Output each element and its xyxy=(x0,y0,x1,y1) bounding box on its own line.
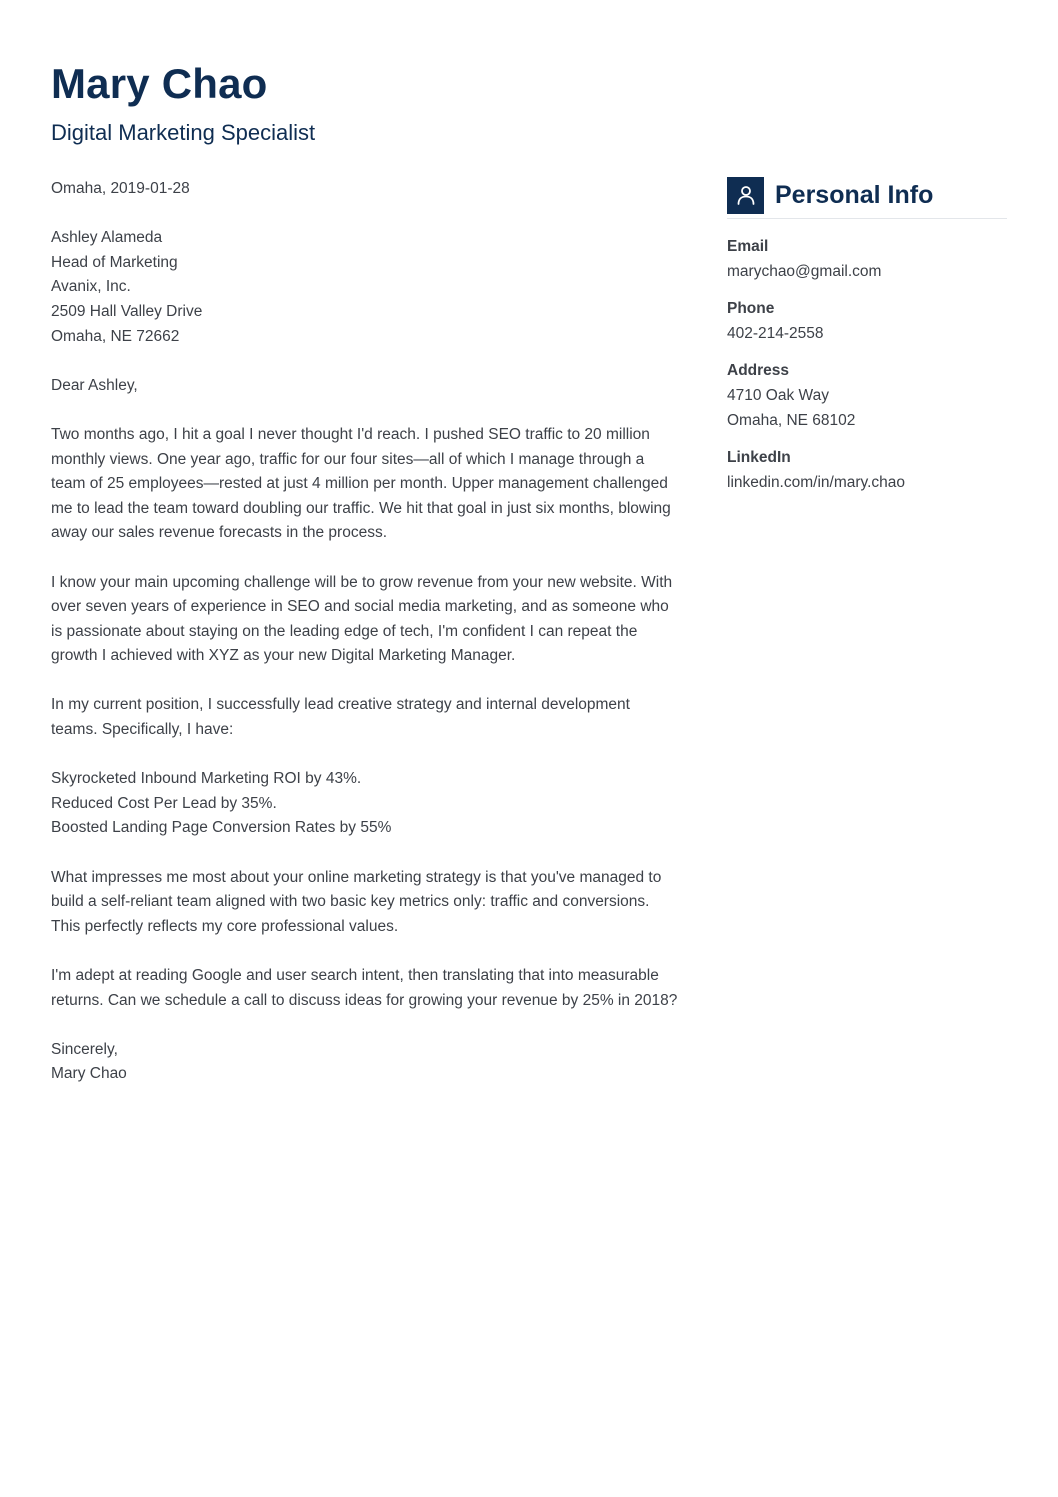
phone-value: 402-214-2558 xyxy=(727,324,824,342)
person-icon xyxy=(727,177,764,214)
achievement-item: Skyrocketed Inbound Marketing ROI by 43%. xyxy=(51,770,362,788)
paragraph-1 xyxy=(51,423,711,546)
phone-block xyxy=(727,297,1007,346)
paragraph-line: is passionate about staying on the leading edge of tech, I'm confident I can repeat the xyxy=(51,622,638,640)
paragraph-4 xyxy=(51,866,711,940)
letter-body xyxy=(51,177,711,1112)
paragraph-line: build a self-reliant team aligned with two basic key metrics only: traffic and conversions. xyxy=(51,893,650,911)
date-line-text: Omaha, 2019-01-28 xyxy=(51,180,190,197)
sender-job-title: Digital Marketing Specialist xyxy=(51,120,316,145)
paragraph-line: team of 25 employees—rested at just 4 million per month. Upper management challenged xyxy=(51,475,668,493)
paragraph-5 xyxy=(51,964,711,1013)
linkedin-block xyxy=(727,446,1007,495)
signature-name: Mary Chao xyxy=(51,1065,127,1083)
paragraph-line: growth I achieved with XYZ as your new Digital Marketing Manager. xyxy=(51,647,516,665)
achievements-list xyxy=(51,767,711,841)
letter-header xyxy=(51,58,315,147)
recipient-city: Omaha, NE 72662 xyxy=(51,327,180,345)
paragraph-3 xyxy=(51,693,711,742)
paragraph-line: What impresses me most about your online marketing strategy is that you've managed to xyxy=(51,868,662,886)
phone-label: Phone xyxy=(727,300,775,318)
closing-text: Sincerely, xyxy=(51,1040,118,1058)
paragraph-line: monthly views. One year ago, traffic for our four sites—all of which I manage through a xyxy=(51,450,645,468)
paragraph-2 xyxy=(51,571,711,669)
paragraph-line: over seven years of experience in SEO and social media marketing, and as someone who xyxy=(51,598,669,616)
linkedin-value: linkedin.com/in/mary.chao xyxy=(727,473,906,491)
address-label: Address xyxy=(727,362,790,380)
paragraph-line: I know your main upcoming challenge will be to grow revenue from your new website. With xyxy=(51,573,673,591)
personal-info-header xyxy=(727,176,1007,219)
paragraph-line: returns. Can we schedule a call to discuss ideas for growing your revenue by 25% in 2018? xyxy=(51,991,678,1009)
personal-info-sidebar xyxy=(727,176,1007,495)
paragraph-line: I'm adept at reading Google and user search intent, then translating that into measurable xyxy=(51,967,659,984)
recipient-company: Avanix, Inc. xyxy=(51,278,131,296)
paragraph-line: away our sales revenue forecasts in the process. xyxy=(51,524,388,542)
personal-info-title: Personal Info xyxy=(775,180,934,209)
paragraph-line: Two months ago, I hit a goal I never thought I'd reach. I pushed SEO traffic to 20 million xyxy=(51,425,650,443)
recipient-title: Head of Marketing xyxy=(51,253,178,271)
date-line xyxy=(51,177,711,202)
email-block xyxy=(727,235,1007,284)
email-value: marychao@gmail.com xyxy=(727,262,882,280)
sender-name: Mary Chao xyxy=(51,60,268,107)
person-icon-glyph xyxy=(735,184,757,206)
recipient-street: 2509 Hall Valley Drive xyxy=(51,302,203,320)
closing-block xyxy=(51,1038,711,1087)
salutation xyxy=(51,374,711,399)
paragraph-line: In my current position, I successfully lead creative strategy and internal development xyxy=(51,696,630,714)
address-line-2: Omaha, NE 68102 xyxy=(727,411,856,429)
email-label: Email xyxy=(727,238,769,255)
paragraph-line: me to lead the team toward doubling our traffic. We hit that goal in just six months, blowing xyxy=(51,499,671,517)
address-block xyxy=(727,359,1007,433)
recipient-block xyxy=(51,226,711,349)
paragraph-line: This perfectly reflects my core professional values. xyxy=(51,917,399,935)
salutation-text: Dear Ashley, xyxy=(51,376,138,394)
recipient-name: Ashley Alameda xyxy=(51,229,163,247)
address-line-1: 4710 Oak Way xyxy=(727,386,829,404)
paragraph-line: teams. Specifically, I have: xyxy=(51,721,234,739)
linkedin-label: LinkedIn xyxy=(727,449,791,467)
achievement-item: Boosted Landing Page Conversion Rates by 55% xyxy=(51,819,392,837)
achievement-item: Reduced Cost Per Lead by 35%. xyxy=(51,794,277,812)
